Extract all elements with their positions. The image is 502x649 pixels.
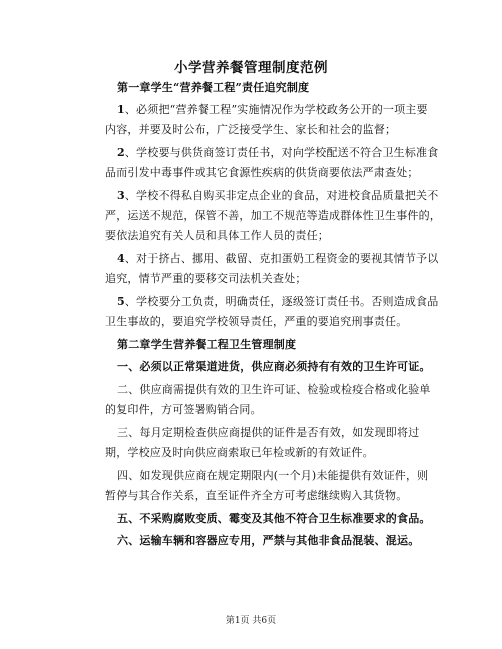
item-2-cont: 的复印件，方可签署购销合同。 — [105, 403, 262, 416]
paragraph-1: 1、必须把“营养餐工程”实施情况作为学校政务公开的一项主要 — [117, 103, 428, 116]
paragraph-4-cont: 追究，情节严重的要移交司法机关查处； — [105, 272, 307, 285]
document-title: 小学营养餐管理制度范例 — [174, 60, 328, 76]
item-6: 六、运输车辆和容器应专用，严禁与其他非食品混装、混运。 — [117, 534, 420, 547]
item-1: 一、必须以正常渠道进货，供应商必须持有有效的卫生许可证。 — [117, 360, 431, 373]
paragraph-number: 1 — [117, 103, 125, 116]
paragraph-number: 4 — [117, 252, 125, 265]
item-5: 五、不采购腐败变质、霉变及其他不符合卫生标准要求的食品。 — [117, 512, 431, 525]
paragraph-number: 5 — [117, 295, 125, 308]
chapter2-heading: 第二章学生营养餐工程卫生管理制度 — [117, 338, 297, 351]
paragraph-2: 2、学校要与供货商签订责任书，对向学校配送不符合卫生标准食 — [117, 146, 439, 159]
chapter1-heading: 第一章学生“营养餐工程”责任追究制度 — [117, 81, 310, 94]
paragraph-number: 2 — [117, 146, 125, 159]
item-3: 三、每月定期检查供应商提供的证件是否有效，如发现即将过 — [117, 426, 420, 439]
paragraph-3-cont: 严，运送不规范，保管不善，加工不规范等造成群体性卫生事件的， — [105, 209, 441, 222]
paragraph-number: 3 — [117, 189, 125, 202]
paragraph-5: 5、学校要分工负责，明确责任，逐级签订责任书。否则造成食品 — [117, 295, 439, 308]
page-footer: 第1页 共6页 — [225, 616, 277, 626]
paragraph-3: 3、学校不得私自购买非定点企业的食品，对进校食品质量把关不 — [117, 189, 439, 202]
paragraph-2-cont: 品而引发中毒事件或其它食源性疾病的供货商要依法严肃查处； — [105, 166, 419, 179]
paragraph-1-cont: 内容，并要及时公布，广泛接受学生、家长和社会的监督； — [105, 123, 397, 136]
item-2: 二、供应商需提供有效的卫生许可证、检验或检疫合格或化验单 — [117, 383, 431, 396]
item-4-cont: 暂停与其合作关系，直至证件齐全方可考虑继续购入其货物。 — [105, 489, 408, 502]
item-4: 四、如发现供应商在规定期限内(一个月)未能提供有效证件，则 — [117, 469, 429, 482]
paragraph-4: 4、对于挤占、挪用、截留、克扣蛋奶工程资金的要视其情节予以 — [117, 252, 439, 265]
item-3-cont: 期，学校应及时向供应商索取已年检或新的有效证件。 — [105, 446, 374, 459]
paragraph-5-cont: 卫生事故的，要追究学校领导责任，严重的要追究刑事责任。 — [105, 315, 408, 328]
paragraph-3-cont2: 要依法追究有关人员和具体工作人员的责任； — [105, 229, 329, 242]
